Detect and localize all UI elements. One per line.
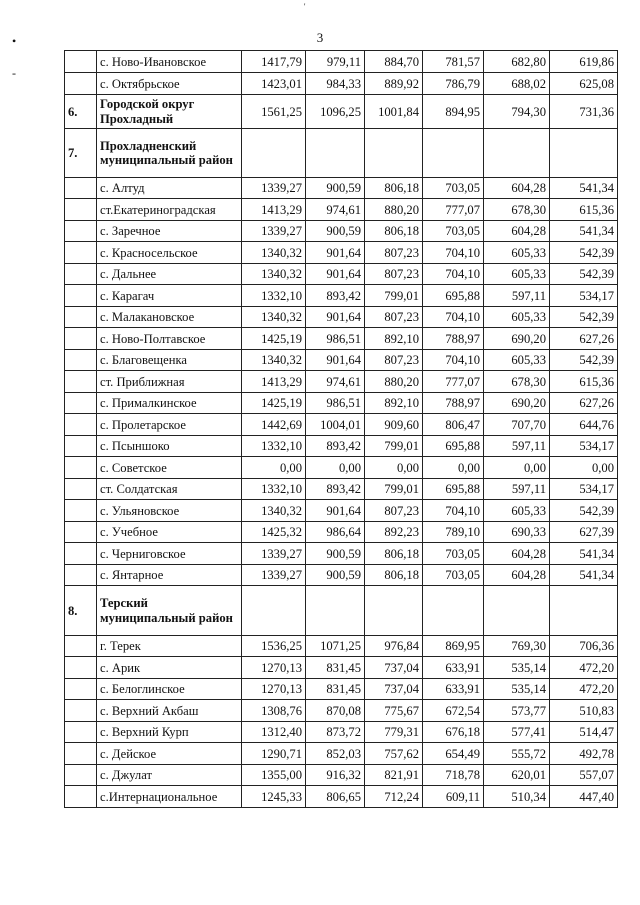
row-number-cell bbox=[65, 242, 97, 264]
value-cell: 901,64 bbox=[306, 307, 365, 328]
row-number-cell bbox=[65, 657, 97, 679]
value-cell: 1425,19 bbox=[242, 328, 306, 350]
value-cell: 789,10 bbox=[423, 522, 484, 543]
settlement-name-cell: с. Заречное bbox=[97, 221, 242, 242]
value-cell: 806,65 bbox=[306, 786, 365, 808]
value-cell: 535,14 bbox=[484, 679, 550, 700]
value-cell bbox=[306, 129, 365, 178]
row-number-cell bbox=[65, 178, 97, 199]
value-cell: 889,92 bbox=[365, 73, 423, 95]
row-number-cell bbox=[65, 479, 97, 500]
value-cell: 1561,25 bbox=[242, 95, 306, 129]
value-cell: 777,07 bbox=[423, 371, 484, 393]
tariff-table bbox=[64, 50, 618, 808]
value-cell: 901,64 bbox=[306, 500, 365, 522]
settlement-name-cell: с. Янтарное bbox=[97, 565, 242, 586]
value-cell: 1004,01 bbox=[306, 414, 365, 436]
value-cell: 707,70 bbox=[484, 414, 550, 436]
value-cell: 542,39 bbox=[550, 350, 618, 371]
value-cell: 619,86 bbox=[550, 51, 618, 73]
value-cell bbox=[365, 129, 423, 178]
value-cell: 1332,10 bbox=[242, 479, 306, 500]
group-header-row bbox=[65, 129, 618, 178]
value-cell: 893,42 bbox=[306, 436, 365, 457]
value-cell: 893,42 bbox=[306, 479, 365, 500]
settlement-name-cell: с. Черниговское bbox=[97, 543, 242, 565]
value-cell: 1536,25 bbox=[242, 636, 306, 657]
value-cell: 807,23 bbox=[365, 264, 423, 285]
value-cell: 615,36 bbox=[550, 371, 618, 393]
table-row bbox=[65, 242, 618, 264]
value-cell: 880,20 bbox=[365, 371, 423, 393]
value-cell: 1417,79 bbox=[242, 51, 306, 73]
row-number-cell bbox=[65, 636, 97, 657]
value-cell: 1312,40 bbox=[242, 722, 306, 743]
value-cell: 704,10 bbox=[423, 500, 484, 522]
value-cell: 779,31 bbox=[365, 722, 423, 743]
value-cell: 799,01 bbox=[365, 285, 423, 307]
row-number-cell bbox=[65, 786, 97, 808]
row-number-cell bbox=[65, 73, 97, 95]
value-cell: 737,04 bbox=[365, 657, 423, 679]
value-cell: 573,77 bbox=[484, 700, 550, 722]
settlement-name-cell: с. Дейское bbox=[97, 743, 242, 765]
value-cell: 604,28 bbox=[484, 178, 550, 199]
value-cell: 690,33 bbox=[484, 522, 550, 543]
value-cell: 704,10 bbox=[423, 242, 484, 264]
settlement-name-cell: с. Благовещенка bbox=[97, 350, 242, 371]
value-cell: 510,34 bbox=[484, 786, 550, 808]
table-row bbox=[65, 657, 618, 679]
value-cell: 821,91 bbox=[365, 765, 423, 786]
value-cell: 781,57 bbox=[423, 51, 484, 73]
value-cell: 703,05 bbox=[423, 178, 484, 199]
value-cell bbox=[423, 129, 484, 178]
value-cell: 447,40 bbox=[550, 786, 618, 808]
value-cell: 731,36 bbox=[550, 95, 618, 129]
value-cell: 682,80 bbox=[484, 51, 550, 73]
value-cell: 678,30 bbox=[484, 371, 550, 393]
value-cell: 604,28 bbox=[484, 543, 550, 565]
row-number-cell bbox=[65, 264, 97, 285]
value-cell: 799,01 bbox=[365, 479, 423, 500]
settlement-name-cell: с. Арик bbox=[97, 657, 242, 679]
value-cell: 979,11 bbox=[306, 51, 365, 73]
value-cell bbox=[550, 586, 618, 636]
table-row bbox=[65, 679, 618, 700]
value-cell: 1340,32 bbox=[242, 264, 306, 285]
value-cell: 704,10 bbox=[423, 307, 484, 328]
value-cell: 894,95 bbox=[423, 95, 484, 129]
settlement-name-cell: с. Верхний Курп bbox=[97, 722, 242, 743]
value-cell: 1340,32 bbox=[242, 350, 306, 371]
settlement-name-cell: с. Верхний Акбаш bbox=[97, 700, 242, 722]
value-cell: 986,51 bbox=[306, 328, 365, 350]
value-cell: 737,04 bbox=[365, 679, 423, 700]
value-cell: 0,00 bbox=[550, 457, 618, 479]
value-cell: 1425,32 bbox=[242, 522, 306, 543]
value-cell: 1270,13 bbox=[242, 657, 306, 679]
scan-tick-mark: ' bbox=[304, 2, 306, 11]
table-row bbox=[65, 73, 618, 95]
value-cell: 541,34 bbox=[550, 565, 618, 586]
row-number-cell bbox=[65, 522, 97, 543]
settlement-name-cell: с. Учебное bbox=[97, 522, 242, 543]
value-cell: 1096,25 bbox=[306, 95, 365, 129]
table-row bbox=[65, 522, 618, 543]
table-row bbox=[65, 457, 618, 479]
scan-dot-mark: • bbox=[12, 34, 17, 48]
row-number-cell bbox=[65, 700, 97, 722]
value-cell: 777,07 bbox=[423, 199, 484, 221]
value-cell: 806,47 bbox=[423, 414, 484, 436]
table-row bbox=[65, 199, 618, 221]
value-cell: 1425,19 bbox=[242, 393, 306, 414]
value-cell bbox=[484, 586, 550, 636]
value-cell bbox=[306, 586, 365, 636]
value-cell bbox=[365, 586, 423, 636]
value-cell: 704,10 bbox=[423, 350, 484, 371]
settlement-name-cell: с. Псыншоко bbox=[97, 436, 242, 457]
value-cell: 1339,27 bbox=[242, 178, 306, 199]
value-cell: 880,20 bbox=[365, 199, 423, 221]
value-cell: 541,34 bbox=[550, 178, 618, 199]
table-row bbox=[65, 393, 618, 414]
value-cell: 788,97 bbox=[423, 393, 484, 414]
table-row bbox=[65, 350, 618, 371]
group-header-row bbox=[65, 95, 618, 129]
value-cell bbox=[423, 586, 484, 636]
value-cell: 900,59 bbox=[306, 178, 365, 199]
value-cell: 986,64 bbox=[306, 522, 365, 543]
row-number-cell bbox=[65, 371, 97, 393]
value-cell: 678,30 bbox=[484, 199, 550, 221]
value-cell: 472,20 bbox=[550, 679, 618, 700]
value-cell: 703,05 bbox=[423, 543, 484, 565]
value-cell: 0,00 bbox=[423, 457, 484, 479]
table-row bbox=[65, 307, 618, 328]
value-cell: 577,41 bbox=[484, 722, 550, 743]
settlement-name-cell: с. Алтуд bbox=[97, 178, 242, 199]
value-cell: 775,67 bbox=[365, 700, 423, 722]
row-number-cell bbox=[65, 328, 97, 350]
value-cell: 1332,10 bbox=[242, 436, 306, 457]
value-cell: 757,62 bbox=[365, 743, 423, 765]
table-row bbox=[65, 543, 618, 565]
row-number-cell bbox=[65, 722, 97, 743]
value-cell: 627,39 bbox=[550, 522, 618, 543]
value-cell: 557,07 bbox=[550, 765, 618, 786]
value-cell: 0,00 bbox=[484, 457, 550, 479]
value-cell: 690,20 bbox=[484, 393, 550, 414]
value-cell: 852,03 bbox=[306, 743, 365, 765]
value-cell: 625,08 bbox=[550, 73, 618, 95]
value-cell: 703,05 bbox=[423, 221, 484, 242]
value-cell: 806,18 bbox=[365, 543, 423, 565]
settlement-name-cell: с. Ново-Полтавское bbox=[97, 328, 242, 350]
value-cell: 1413,29 bbox=[242, 199, 306, 221]
value-cell: 534,17 bbox=[550, 436, 618, 457]
table-row bbox=[65, 436, 618, 457]
value-cell: 542,39 bbox=[550, 242, 618, 264]
settlement-name-cell: ст. Солдатская bbox=[97, 479, 242, 500]
settlement-name-cell: с.Интернациональное bbox=[97, 786, 242, 808]
value-cell: 807,23 bbox=[365, 350, 423, 371]
value-cell: 695,88 bbox=[423, 436, 484, 457]
settlement-name-cell: с. Дальнее bbox=[97, 264, 242, 285]
value-cell: 712,24 bbox=[365, 786, 423, 808]
value-cell: 873,72 bbox=[306, 722, 365, 743]
value-cell: 1001,84 bbox=[365, 95, 423, 129]
value-cell: 633,91 bbox=[423, 679, 484, 700]
value-cell: 807,23 bbox=[365, 307, 423, 328]
value-cell: 555,72 bbox=[484, 743, 550, 765]
value-cell: 492,78 bbox=[550, 743, 618, 765]
value-cell: 869,95 bbox=[423, 636, 484, 657]
value-cell bbox=[484, 129, 550, 178]
table-row bbox=[65, 371, 618, 393]
settlement-name-cell: с. Карагач bbox=[97, 285, 242, 307]
row-number-cell: 6. bbox=[65, 95, 97, 129]
settlement-name-cell: с. Пролетарское bbox=[97, 414, 242, 436]
value-cell bbox=[242, 586, 306, 636]
table-row bbox=[65, 786, 618, 808]
value-cell: 627,26 bbox=[550, 393, 618, 414]
value-cell: 831,45 bbox=[306, 657, 365, 679]
value-cell: 676,18 bbox=[423, 722, 484, 743]
value-cell: 1308,76 bbox=[242, 700, 306, 722]
table-row bbox=[65, 743, 618, 765]
settlement-name-cell: с. Ульяновское bbox=[97, 500, 242, 522]
value-cell: 542,39 bbox=[550, 307, 618, 328]
group-header-row bbox=[65, 586, 618, 636]
value-cell: 535,14 bbox=[484, 657, 550, 679]
value-cell: 542,39 bbox=[550, 264, 618, 285]
value-cell: 893,42 bbox=[306, 285, 365, 307]
row-number-cell bbox=[65, 307, 97, 328]
table-row bbox=[65, 285, 618, 307]
value-cell: 597,11 bbox=[484, 436, 550, 457]
value-cell: 1290,71 bbox=[242, 743, 306, 765]
settlement-name-cell: с. Джулат bbox=[97, 765, 242, 786]
row-number-cell bbox=[65, 350, 97, 371]
row-number-cell bbox=[65, 543, 97, 565]
value-cell: 510,83 bbox=[550, 700, 618, 722]
value-cell: 1270,13 bbox=[242, 679, 306, 700]
value-cell: 892,10 bbox=[365, 393, 423, 414]
settlement-name-cell: с. Малакановское bbox=[97, 307, 242, 328]
value-cell: 534,17 bbox=[550, 285, 618, 307]
value-cell: 984,33 bbox=[306, 73, 365, 95]
table-body bbox=[65, 51, 618, 808]
value-cell: 806,18 bbox=[365, 221, 423, 242]
value-cell: 799,01 bbox=[365, 436, 423, 457]
table-row bbox=[65, 700, 618, 722]
table-row bbox=[65, 722, 618, 743]
value-cell: 690,20 bbox=[484, 328, 550, 350]
value-cell: 597,11 bbox=[484, 285, 550, 307]
value-cell: 541,34 bbox=[550, 221, 618, 242]
value-cell: 605,33 bbox=[484, 307, 550, 328]
settlement-name-cell: г. Терек bbox=[97, 636, 242, 657]
value-cell: 1423,01 bbox=[242, 73, 306, 95]
value-cell: 1339,27 bbox=[242, 221, 306, 242]
value-cell: 909,60 bbox=[365, 414, 423, 436]
row-number-cell bbox=[65, 679, 97, 700]
row-number-cell bbox=[65, 565, 97, 586]
value-cell: 1340,32 bbox=[242, 242, 306, 264]
value-cell: 627,26 bbox=[550, 328, 618, 350]
row-number-cell bbox=[65, 285, 97, 307]
row-number-cell bbox=[65, 500, 97, 522]
settlement-name-cell: ст.Екатериноградская bbox=[97, 199, 242, 221]
value-cell: 976,84 bbox=[365, 636, 423, 657]
row-number-cell bbox=[65, 221, 97, 242]
value-cell: 788,97 bbox=[423, 328, 484, 350]
value-cell: 916,32 bbox=[306, 765, 365, 786]
table-row bbox=[65, 51, 618, 73]
value-cell: 604,28 bbox=[484, 221, 550, 242]
value-cell: 831,45 bbox=[306, 679, 365, 700]
table-row bbox=[65, 328, 618, 350]
value-cell: 644,76 bbox=[550, 414, 618, 436]
value-cell: 786,79 bbox=[423, 73, 484, 95]
table-row bbox=[65, 565, 618, 586]
row-number-cell bbox=[65, 393, 97, 414]
value-cell: 0,00 bbox=[306, 457, 365, 479]
settlement-name-cell: с. Белоглинское bbox=[97, 679, 242, 700]
value-cell: 1339,27 bbox=[242, 565, 306, 586]
settlement-name-cell: с. Прималкинское bbox=[97, 393, 242, 414]
row-number-cell bbox=[65, 457, 97, 479]
settlement-name-cell: с. Красносельское bbox=[97, 242, 242, 264]
value-cell: 1245,33 bbox=[242, 786, 306, 808]
settlement-name-cell: с. Ново-Ивановское bbox=[97, 51, 242, 73]
settlement-name-cell: Городской округ Прохладный bbox=[97, 95, 242, 129]
scan-dash-mark: - bbox=[12, 66, 16, 80]
value-cell: 870,08 bbox=[306, 700, 365, 722]
value-cell: 695,88 bbox=[423, 479, 484, 500]
value-cell: 806,18 bbox=[365, 565, 423, 586]
table-row bbox=[65, 500, 618, 522]
row-number-cell bbox=[65, 743, 97, 765]
value-cell: 901,64 bbox=[306, 264, 365, 285]
value-cell: 974,61 bbox=[306, 371, 365, 393]
settlement-name-cell: с. Советское bbox=[97, 457, 242, 479]
table-row bbox=[65, 479, 618, 500]
page-number: 3 bbox=[316, 30, 324, 45]
value-cell: 1340,32 bbox=[242, 500, 306, 522]
row-number-cell: 8. bbox=[65, 586, 97, 636]
row-number-cell bbox=[65, 414, 97, 436]
value-cell: 0,00 bbox=[365, 457, 423, 479]
value-cell: 1071,25 bbox=[306, 636, 365, 657]
value-cell: 900,59 bbox=[306, 565, 365, 586]
value-cell: 654,49 bbox=[423, 743, 484, 765]
value-cell: 605,33 bbox=[484, 350, 550, 371]
table-row bbox=[65, 414, 618, 436]
value-cell: 605,33 bbox=[484, 242, 550, 264]
value-cell: 901,64 bbox=[306, 242, 365, 264]
value-cell: 633,91 bbox=[423, 657, 484, 679]
value-cell: 769,30 bbox=[484, 636, 550, 657]
value-cell bbox=[242, 129, 306, 178]
value-cell: 597,11 bbox=[484, 479, 550, 500]
value-cell: 900,59 bbox=[306, 543, 365, 565]
value-cell: 884,70 bbox=[365, 51, 423, 73]
settlement-name-cell: Терский муниципальный район bbox=[97, 586, 242, 636]
value-cell: 514,47 bbox=[550, 722, 618, 743]
value-cell: 605,33 bbox=[484, 500, 550, 522]
value-cell: 1413,29 bbox=[242, 371, 306, 393]
value-cell: 892,23 bbox=[365, 522, 423, 543]
settlement-name-cell: Прохладненский муниципальный район bbox=[97, 129, 242, 178]
table-row bbox=[65, 221, 618, 242]
value-cell: 704,10 bbox=[423, 264, 484, 285]
settlement-name-cell: ст. Приближная bbox=[97, 371, 242, 393]
value-cell: 542,39 bbox=[550, 500, 618, 522]
row-number-cell bbox=[65, 765, 97, 786]
value-cell: 620,01 bbox=[484, 765, 550, 786]
value-cell: 609,11 bbox=[423, 786, 484, 808]
value-cell: 695,88 bbox=[423, 285, 484, 307]
value-cell: 688,02 bbox=[484, 73, 550, 95]
table-row bbox=[65, 765, 618, 786]
value-cell: 807,23 bbox=[365, 500, 423, 522]
value-cell bbox=[550, 129, 618, 178]
value-cell: 703,05 bbox=[423, 565, 484, 586]
value-cell: 1355,00 bbox=[242, 765, 306, 786]
value-cell: 718,78 bbox=[423, 765, 484, 786]
value-cell: 604,28 bbox=[484, 565, 550, 586]
value-cell: 706,36 bbox=[550, 636, 618, 657]
table-row bbox=[65, 264, 618, 285]
value-cell: 892,10 bbox=[365, 328, 423, 350]
value-cell: 1340,32 bbox=[242, 307, 306, 328]
value-cell: 605,33 bbox=[484, 264, 550, 285]
value-cell: 1339,27 bbox=[242, 543, 306, 565]
table-row bbox=[65, 178, 618, 199]
row-number-cell bbox=[65, 51, 97, 73]
value-cell: 472,20 bbox=[550, 657, 618, 679]
settlement-name-cell: с. Октябрьское bbox=[97, 73, 242, 95]
value-cell: 901,64 bbox=[306, 350, 365, 371]
row-number-cell: 7. bbox=[65, 129, 97, 178]
value-cell: 534,17 bbox=[550, 479, 618, 500]
value-cell: 986,51 bbox=[306, 393, 365, 414]
value-cell: 1332,10 bbox=[242, 285, 306, 307]
value-cell: 974,61 bbox=[306, 199, 365, 221]
value-cell: 806,18 bbox=[365, 178, 423, 199]
row-number-cell bbox=[65, 199, 97, 221]
value-cell: 672,54 bbox=[423, 700, 484, 722]
value-cell: 0,00 bbox=[242, 457, 306, 479]
table-row bbox=[65, 636, 618, 657]
value-cell: 807,23 bbox=[365, 242, 423, 264]
row-number-cell bbox=[65, 436, 97, 457]
value-cell: 794,30 bbox=[484, 95, 550, 129]
value-cell: 900,59 bbox=[306, 221, 365, 242]
value-cell: 1442,69 bbox=[242, 414, 306, 436]
value-cell: 615,36 bbox=[550, 199, 618, 221]
value-cell: 541,34 bbox=[550, 543, 618, 565]
